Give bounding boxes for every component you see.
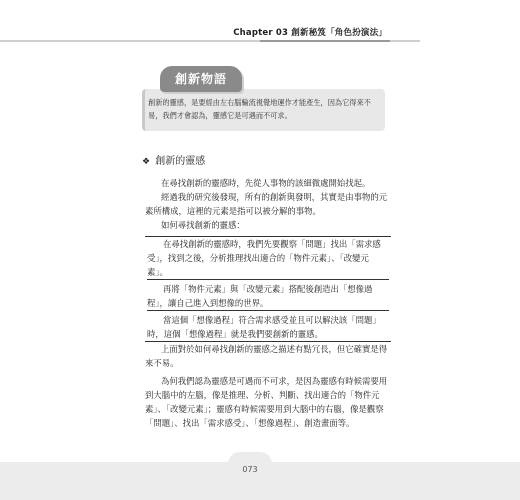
callout-tab xyxy=(160,66,242,92)
paragraph: 經過我的研究後發現，所有的創新與發明，其實是由事物的元素所構成，這裡的元素是指可以被分解的事物。 xyxy=(145,192,388,216)
diamond-bullet-icon: ❖ xyxy=(142,157,151,167)
paragraph: 上面對於如何尋找創新的靈感之描述有點冗長，但它確實是得來不易。 xyxy=(145,344,388,368)
section-title-text: 創新的靈感 xyxy=(155,156,206,167)
underlined-paragraph: 在尋找創新的靈感時，我們先要觀察「問題」找出「需求感受」，找到之後，分析推理找出適合的「物件元素」、「改變元素」。 xyxy=(147,239,381,277)
section-heading xyxy=(142,152,205,167)
chapter-title: Chapter 03 創新秘笈「角色扮演法」 xyxy=(233,28,387,38)
page-number: 073 xyxy=(242,465,258,474)
page-header xyxy=(0,22,520,42)
header-rule xyxy=(0,40,520,43)
underlined-paragraph: 再將「物件元素」與「改變元素」搭配後創造出「想像過程」，讓自己進入到想像的世界。 xyxy=(147,284,373,308)
paragraph: 為何我們認為靈感是可遇而不可求，是因為靈感有時候需要用到大腦中的左腦，像是推理、分析、判斷、找出適合的「物件元素」、「改變元素」；靈感有時候需要用到大腦中的右腦，像是觀察「問題」、找出「需求感受」、「想像過程」、創造畫面等。 xyxy=(145,376,388,428)
callout-body: 創新的靈感，是要經由左右腦輪流視覺地運作才能產生，因為它得來不易，我們才會認為，靈感它是可遇而不可求。 xyxy=(148,98,371,120)
underlined-block xyxy=(145,236,391,342)
body-text xyxy=(145,176,391,430)
underlined-paragraph: 當這個「想像過程」符合需求感受並且可以解決該「問題」時，這個「想像過程」就是我們要創新的靈感。 xyxy=(147,315,381,339)
callout-title: 創新物語 xyxy=(174,72,227,86)
paragraph: 如何尋找創新的靈感： xyxy=(161,220,245,230)
paragraph: 在尋找創新的靈感時，先從人事物的該細微處開始找起。 xyxy=(161,178,371,188)
